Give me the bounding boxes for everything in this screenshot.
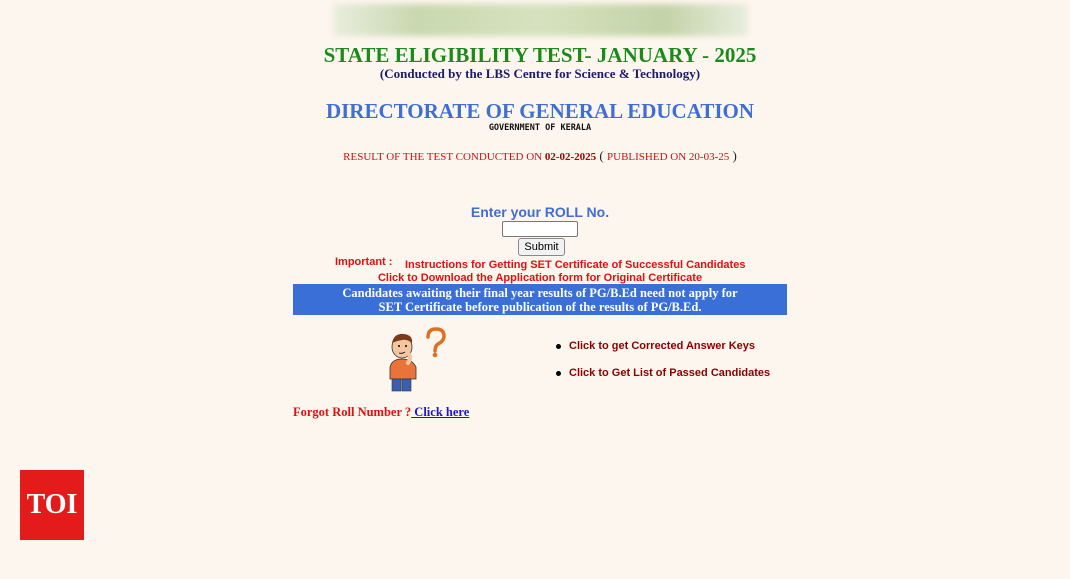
toi-logo: TOI [20,470,84,540]
answer-keys-link[interactable]: Click to get Corrected Answer Keys [569,340,756,352]
roll-number-input[interactable] [502,221,578,237]
submit-button[interactable]: Submit [518,238,565,256]
result-info [293,148,787,164]
thinking-person-icon [380,327,450,393]
instructions-link[interactable]: Instructions for Getting SET Certificate of Successful Candidates [405,259,746,271]
result-prefix: RESULT OF THE TEST CONDUCTED ON [343,151,545,163]
important-label: Important : [335,256,393,268]
forgot-roll-text: Forgot Roll Number ? [293,405,412,419]
forgot-roll-number [293,405,469,420]
forgot-click-here-link[interactable]: Click here [411,405,470,419]
government-label: GOVERNMENT OF KERALA [488,123,592,133]
download-application-link[interactable]: Click to Download the Application form for Original Certificate [377,272,703,284]
test-date: 02-02-2025 [544,151,597,163]
page-subtitle: (Conducted by the LBS Centre for Science & Technology) [379,66,701,81]
notice-banner [293,284,787,315]
directorate-title: DIRECTORATE OF GENERAL EDUCATION [325,99,755,123]
quick-links-list [553,340,770,394]
page-title: STATE ELIGIBILITY TEST- JANUARY - 2025 [323,43,757,67]
open-paren: ( [596,148,608,163]
passed-candidates-link[interactable]: Click to Get List of Passed Candidates [569,367,771,379]
close-paren: ) [729,148,737,163]
header-banner-image [333,4,748,36]
notice-line-1: Candidates awaiting their final year results of PG/B.Ed need not apply for [342,286,738,300]
bullet-icon [556,371,561,376]
list-item [553,340,770,367]
notice-line-2: SET Certificate before publication of the results of PG/B.Ed. [378,300,702,314]
list-item [553,367,770,394]
question-mark-icon [428,329,444,357]
roll-number-label: Enter your ROLL No. [470,204,610,220]
bullet-icon [556,344,561,349]
published-date: PUBLISHED ON 20-03-25 [607,151,730,163]
